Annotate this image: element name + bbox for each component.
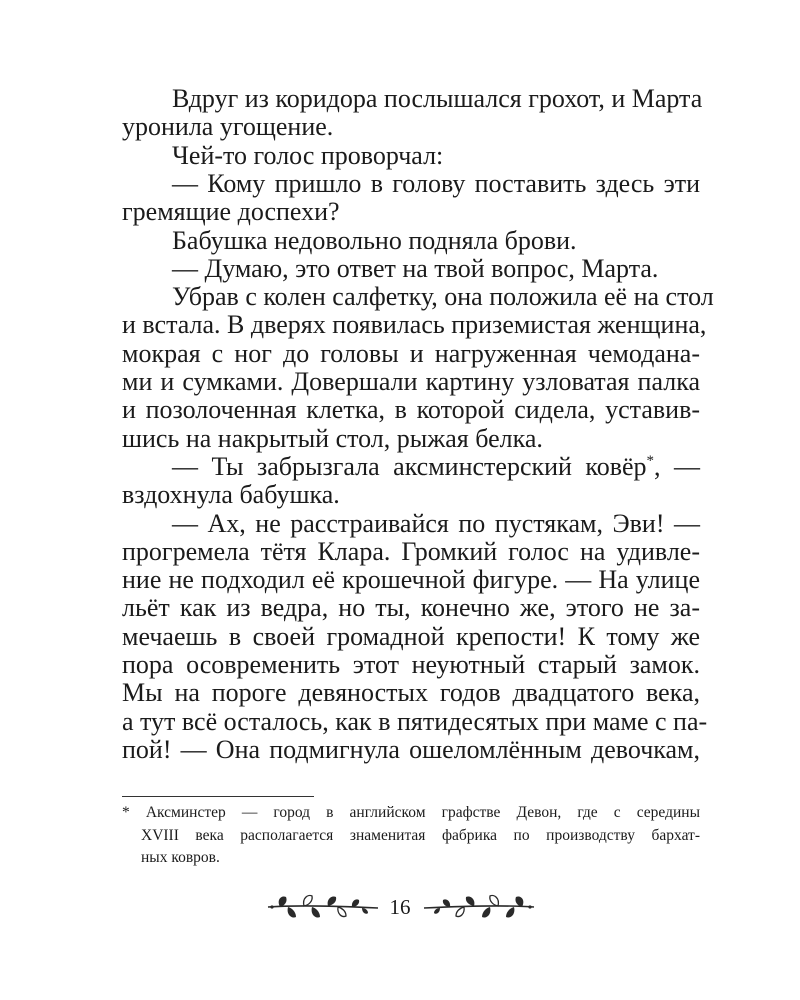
text-line: пой! — Она подмигнула ошеломлённым девочкам, [122,734,700,764]
text-line: — Думаю, это ответ на твой вопрос, Марта. [172,253,659,283]
text-line: ми и сумками. Довершали картину узловатая палка [122,367,700,396]
footnote-line: ных ковров. [141,849,220,866]
page-footer [0,893,800,923]
text-line: — Кому пришло в голову поставить здесь эти [172,168,700,198]
text-line: Бабушка недовольно подняла брови. [172,225,577,255]
text-line: Вдруг из коридора послышался грохот, и Марта [172,84,703,113]
text-line: Чей-то голос проворчал: [172,140,444,170]
text-line: вздохнула бабушка. [122,480,340,510]
text-line: прогремела тётя Клара. Громкий голос на удивле- [122,536,700,566]
text-line: Убрав с колен салфетку, она положила её на стол [172,282,714,312]
page-number: 16 [389,895,411,919]
text-line: пора осовременить этот неуютный старый замок. [122,650,700,679]
footnote-line: * Аксминстер — город в английском графстве Девон, где с середины [122,804,700,821]
footnote-marker: * [646,452,655,469]
text-line: — Ты забрызгала аксминстерский ковёр*, — [172,451,701,481]
text-line: и позолоченная клетка, в которой сидела, уставив- [122,395,700,425]
text-line: Мы на пороге девяностых годов двадцатого века, [122,678,700,708]
text-line: льёт как из ведра, но ты, конечно же, этого не за- [122,593,700,623]
text-line: мечаешь в своей громадной крепости! К тому же [122,621,700,651]
text-line: мокрая с ног до головы и нагруженная чемодана- [122,338,700,368]
text-line: и встала. В дверях появилась приземистая женщина, [122,310,707,340]
text-line: ние не подходил её крошечной фигуре. — На улице [122,565,700,595]
leaf-branch-left-icon [266,893,380,923]
text-line: гремящие доспехи? [122,197,340,227]
text-line: а тут всё осталось, как в пятидесятых при маме с па- [122,706,708,736]
footnote-divider [122,796,314,797]
leaf-branch-right-icon [422,893,536,923]
text-line: шись на накрытый стол, рыжая белка. [122,423,543,453]
text-line: — Ах, не расстраивайся по пустякам, Эви! — [172,508,700,538]
footnote-line: XVIII века располагается знаменитая фабрика по производству бархат- [141,826,700,844]
text-line: уронила угощение. [122,112,334,142]
